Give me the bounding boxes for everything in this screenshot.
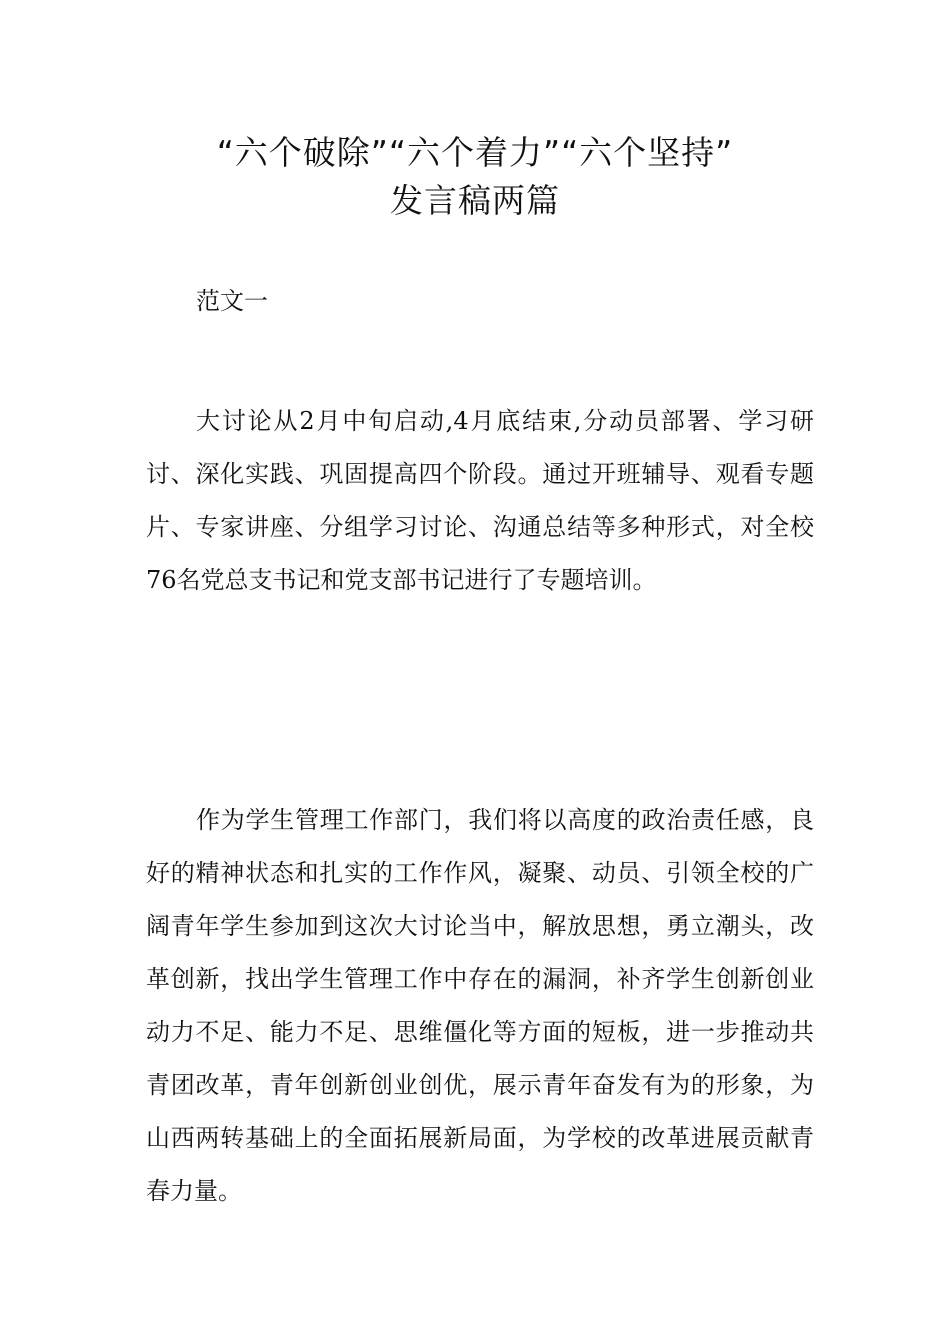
document-title-line-2: 发言稿两篇 <box>390 181 560 220</box>
body-paragraph-1: 大讨论从2月中旬启动,4月底结束,分动员部署、学习研讨、深化实践、巩固提高四个阶段。通过开班辅导、观看专题片、专家讲座、分组学习讨论、沟通总结等多种形式，对全校76名党总支书记和党支部书记进行了专题培训。 <box>146 407 814 594</box>
document-title-line-1: “六个破除”“六个着力”“六个坚持” <box>216 133 734 172</box>
body-paragraph-2: 作为学生管理工作部门，我们将以高度的政治责任感，良好的精神状态和扎实的工作作风，凝聚、动员、引领全校的广阔青年学生参加到这次大讨论当中，解放思想，勇立潮头，改革创新，找出学生管理工作中存在的漏洞，补齐学生创新创业动力不足、能力不足、思维僵化等方面的短板，进一步推动共青团改革，青年创新创业创优，展示青年奋发有为的形象，为山西两转基础上的全面拓展新局面，为学校的改革进展贡献青春力量。 <box>146 806 814 1205</box>
section-subheading: 范文一 <box>196 287 268 315</box>
